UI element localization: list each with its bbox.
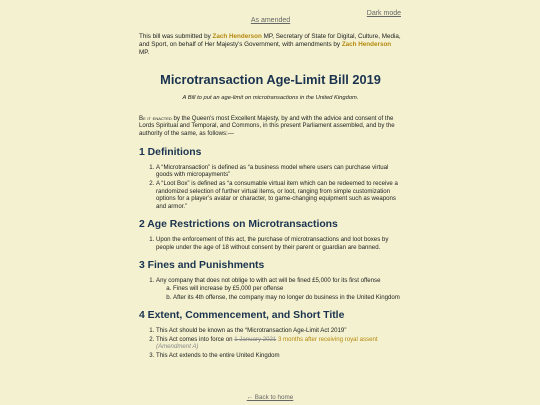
extent-list [139,327,402,359]
list-item: 1. A “Microtransaction” is defined as “a business model where users can purchase virtual goods with micropayments” [156,164,402,179]
list-item: 2. A “Loot Box” is defined as “a consumable virtual item which can be redeemed to receive a randomized selection of further virtual items, or loot, ranging from simple customization options for a player’s avatar or character, to game-changing equipment such as weapons and armor.” [156,180,402,210]
inserted-text: 3 months after receiving royal assent [276,335,378,343]
section-heading-fines: 3 Fines and Punishments [139,260,265,272]
enactment-formula [139,115,402,138]
struck-text: 1 January 2021 [234,335,277,343]
submission-post: MP. [139,49,150,57]
bill-title: Microtransaction Age-Limit Bill 2019 [160,71,381,87]
enactment-text: by the Queen's most Excellent Majesty, by and with the advice and consent of the Lords Spiritual and Temporal, and Commons, in this present Parliament assembled, and by the authority of the same, as follows:— [139,114,395,138]
bill-document [139,0,402,361]
list-item: 1. Upon the enforcement of this act, the purchase of microtransactions and loot boxes by people under the age of 18 without consent by their parent or guardian are banned. [156,236,402,251]
as-amended-link[interactable]: As amended [250,17,291,24]
fines-sublist [156,285,402,301]
definitions-list [139,164,402,211]
commencement-text: This Act comes into force on [156,335,235,343]
back-to-home-link[interactable]: ← Back to home [246,394,294,401]
list-item [156,277,402,301]
list-item: 1. This Act should be known as the “Microtransaction Age-Limit Act 2019” [156,327,402,335]
enactment-lead: Be it enacted [139,114,172,122]
bill-subtitle: A Bill to put an age-limit on microtransactions in the United Kingdom. [182,94,359,101]
submission-note [139,33,402,58]
sponsor-name: Zach Henderson [212,33,262,40]
sub-list-item: a. Fines will increase by £5,000 per offense [173,285,402,293]
dark-mode-toggle[interactable]: Dark mode [366,10,401,17]
sub-list-item: b. After its 4th offense, the company may no longer do business in the United Kingdom [173,294,402,302]
submission-mid: MP, Secretary of State for Digital, Culture, Media, and Sport, on behalf of Her Majesty's Government, with amendments by [139,33,401,49]
submission-pre: This bill was submitted by [139,33,213,40]
amendment-sponsor-name: Zach Henderson [341,41,392,49]
amendment-note: (Amendment A) [156,343,199,351]
section-heading-definitions: 1 Definitions [139,146,202,158]
fines-item-text: Any company that does not oblige to with act will be fined £5,000 for its first offense [156,277,381,285]
list-item: 3. This Act extends to the entire United Kingdom [156,352,402,360]
fines-list [139,277,402,301]
section-heading-age-restrictions: 2 Age Restrictions on Microtransactions [139,219,338,231]
section-heading-extent: 4 Extent, Commencement, and Short Title [139,310,345,322]
age-restrictions-list [139,236,402,251]
list-item [156,336,402,351]
